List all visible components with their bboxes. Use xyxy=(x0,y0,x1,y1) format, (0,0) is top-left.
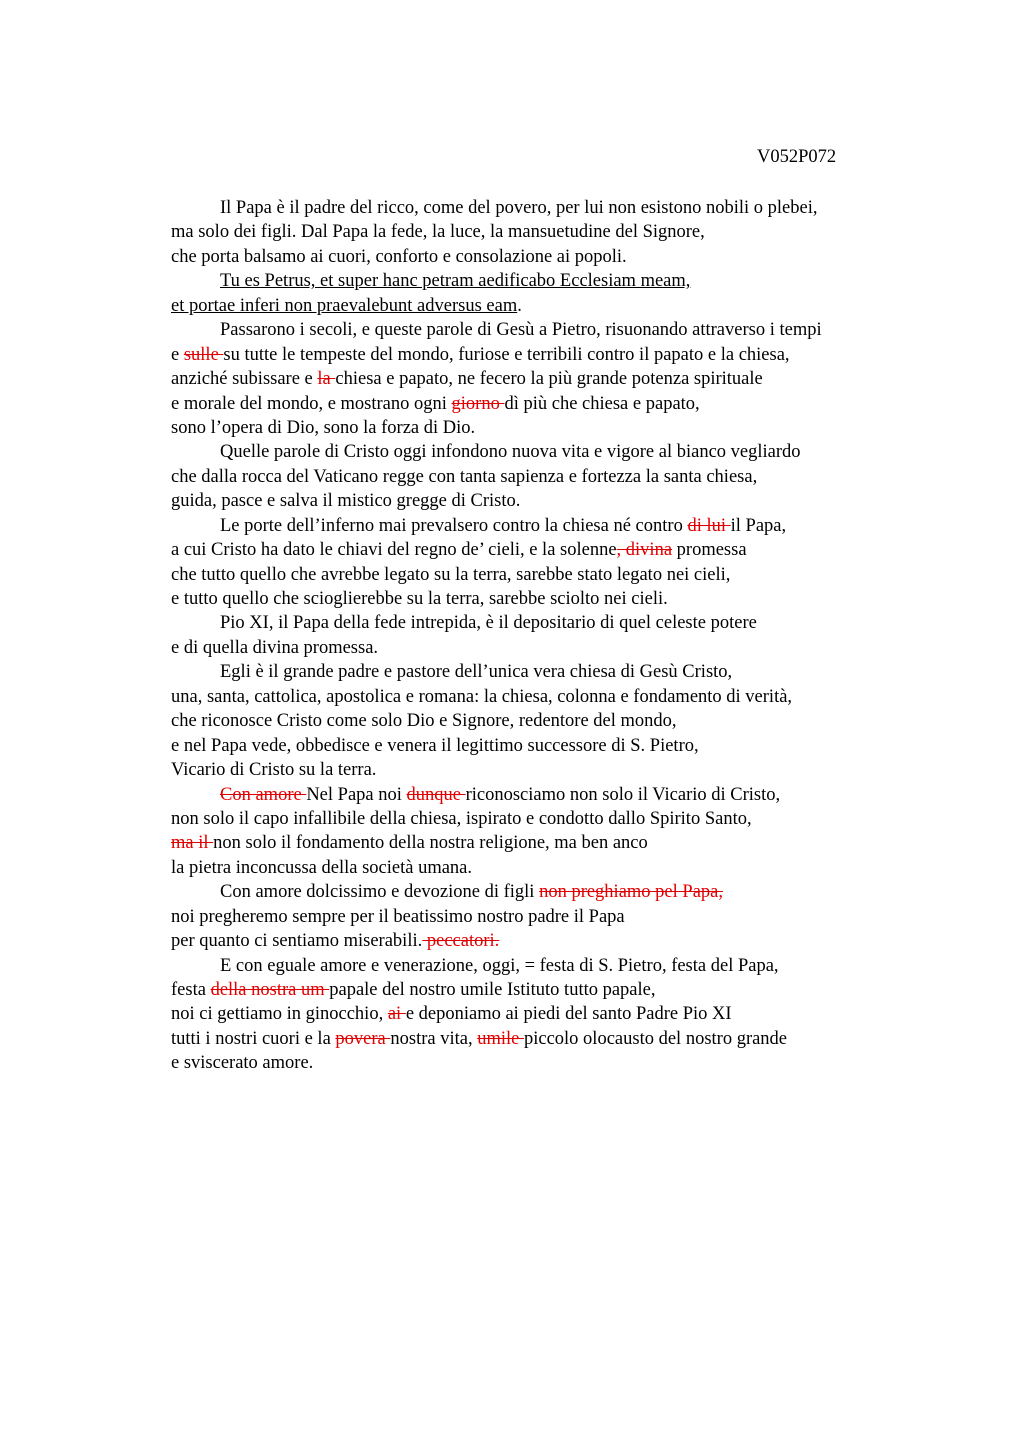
text-segment: dì più che chiesa e papato, xyxy=(504,393,700,414)
text-line xyxy=(171,587,1011,611)
text-line xyxy=(171,1002,1011,1026)
text-line xyxy=(171,783,1011,807)
text-segment: piccolo olocausto del nostro grande xyxy=(523,1028,788,1049)
text-line xyxy=(171,905,1011,929)
text-segment: e xyxy=(171,344,184,365)
text-line xyxy=(171,856,1011,880)
text-line xyxy=(171,709,1011,733)
deleted-text: sulle xyxy=(183,344,224,365)
text-segment: Quelle parole di Cristo oggi infondono nuova vita e vigore al bianco vegliardo xyxy=(220,442,801,463)
text-line xyxy=(171,807,1011,831)
text-segment: che riconosce Cristo come solo Dio e Signore, redentore del mondo, xyxy=(171,711,677,732)
text-segment: tutti i nostri cuori e la xyxy=(171,1028,336,1049)
text-line xyxy=(171,978,1011,1002)
text-segment: noi ci gettiamo in ginocchio, xyxy=(171,1004,388,1025)
text-segment: non solo il fondamento della nostra religione, ma ben anco xyxy=(213,833,648,854)
text-line xyxy=(171,734,1011,758)
text-line xyxy=(171,220,1011,244)
text-segment: per quanto ci sentiamo miserabili. xyxy=(171,931,423,952)
deleted-text: la xyxy=(317,369,336,390)
text-segment: una, santa, cattolica, apostolica e romana: la chiesa, colonna e fondamento di verità, xyxy=(171,686,793,707)
text-segment: . xyxy=(517,295,522,316)
deleted-text: di lui xyxy=(687,515,731,536)
text-line xyxy=(171,660,1011,684)
text-segment: Le porte dell’inferno mai prevalsero contro la chiesa né contro xyxy=(220,515,688,536)
text-line xyxy=(171,636,1011,660)
text-segment: il Papa, xyxy=(730,515,787,536)
underlined-text: Tu es Petrus, et super hanc petram aedificabo Ecclesiam meam, xyxy=(220,271,691,292)
deleted-text: ma il xyxy=(171,833,214,854)
text-line xyxy=(171,489,1011,513)
text-segment: a cui Cristo ha dato le chiavi del regno de’ cieli, e la solenne xyxy=(171,540,617,561)
text-line xyxy=(171,269,1011,293)
text-line xyxy=(171,343,1011,367)
deleted-text: Con amore xyxy=(220,784,307,805)
deleted-text: , divina xyxy=(616,540,673,561)
text-segment: e deponiamo ai piedi del santo Padre Pio XI xyxy=(405,1004,732,1025)
text-segment: e di quella divina promessa. xyxy=(171,637,379,658)
text-segment: Passarono i secoli, e queste parole di Gesù a Pietro, risuonando attraverso i tempi xyxy=(220,320,822,341)
text-line xyxy=(171,514,1011,538)
deleted-text: della nostra um xyxy=(210,980,330,1000)
text-segment: e morale del mondo, e mostrano ogni xyxy=(171,393,452,414)
text-line xyxy=(171,318,1011,342)
text-segment: sono l’opera di Dio, sono la forza di Dio. xyxy=(171,417,476,438)
deleted-text: povera xyxy=(335,1028,391,1049)
text-segment: Vicario di Cristo su la terra. xyxy=(171,760,377,781)
text-segment: promessa xyxy=(672,540,747,561)
text-line xyxy=(171,1027,1011,1051)
text-segment: Con amore dolcissimo e devozione di figli xyxy=(220,882,540,903)
text-segment: che dalla rocca del Vaticano regge con tanta sapienza e fortezza la santa chiesa, xyxy=(171,466,758,487)
deleted-text: umile xyxy=(477,1028,524,1049)
text-line xyxy=(171,196,1011,220)
text-line xyxy=(171,294,1011,318)
text-line xyxy=(171,440,1011,464)
text-line xyxy=(171,611,1011,635)
text-line xyxy=(171,367,1011,391)
text-segment: festa xyxy=(171,980,211,1000)
text-segment: e sviscerato amore. xyxy=(171,1053,314,1074)
document-code: V052P072 xyxy=(757,147,837,167)
text-line xyxy=(171,416,1011,440)
text-line xyxy=(171,880,1011,904)
text-line xyxy=(171,929,1011,953)
text-segment: riconosciamo non solo il Vicario di Cristo, xyxy=(465,784,781,805)
text-segment: papale del nostro umile Istituto tutto papale, xyxy=(329,980,656,1000)
text-line xyxy=(171,685,1011,709)
text-line xyxy=(171,831,1011,855)
text-line xyxy=(171,465,1011,489)
text-segment: noi pregheremo sempre per il beatissimo nostro padre il Papa xyxy=(171,906,625,927)
text-segment: Nel Papa noi xyxy=(306,784,407,805)
deleted-text: dunque xyxy=(406,784,466,805)
text-line xyxy=(171,758,1011,782)
text-segment: nostra vita, xyxy=(390,1028,478,1049)
text-segment: guida, pasce e salva il mistico gregge di Cristo. xyxy=(171,491,521,512)
deleted-text: ai xyxy=(387,1004,406,1025)
deleted-text: non preghiamo pel Papa, xyxy=(539,882,723,903)
text-segment: che tutto quello che avrebbe legato su la terra, sarebbe stato legato nei cieli, xyxy=(171,564,731,585)
underlined-text: et portae inferi non praevalebunt adversus eam xyxy=(171,295,518,316)
text-segment: e nel Papa vede, obbedisce e venera il legittimo successore di S. Pietro, xyxy=(171,735,699,756)
text-line xyxy=(171,538,1011,562)
document-body xyxy=(171,196,1011,1076)
text-line xyxy=(171,954,1011,978)
text-segment: anziché subissare e xyxy=(171,369,318,390)
text-segment: su tutte le tempeste del mondo, furiose e terribili contro il papato e la chiesa, xyxy=(223,344,790,365)
text-segment: la pietra inconcussa della società umana. xyxy=(171,857,473,878)
deleted-text: peccatori. xyxy=(422,931,500,952)
deleted-text: giorno xyxy=(451,393,505,414)
text-segment: ma solo dei figli. Dal Papa la fede, la luce, la mansuetudine del Signore, xyxy=(171,222,705,243)
text-segment: Egli è il grande padre e pastore dell’unica vera chiesa di Gesù Cristo, xyxy=(220,662,733,683)
text-segment: Pio XI, il Papa della fede intrepida, è il depositario di quel celeste potere xyxy=(220,613,757,634)
text-segment: non solo il capo infallibile della chiesa, ispirato e condotto dallo Spirito Santo, xyxy=(171,808,752,829)
text-segment: Il Papa è il padre del ricco, come del povero, per lui non esistono nobili o plebei, xyxy=(220,198,818,218)
text-line xyxy=(171,392,1011,416)
text-segment: E con eguale amore e venerazione, oggi, = festa di S. Pietro, festa del Papa, xyxy=(220,955,779,976)
text-segment: chiesa e papato, ne fecero la più grande potenza spirituale xyxy=(335,369,763,390)
text-line xyxy=(171,1051,1011,1075)
text-line xyxy=(171,245,1011,269)
text-segment: che porta balsamo ai cuori, conforto e consolazione ai popoli. xyxy=(171,246,627,267)
text-segment: e tutto quello che scioglierebbe su la terra, sarebbe sciolto nei cieli. xyxy=(171,589,668,609)
text-line xyxy=(171,563,1011,587)
